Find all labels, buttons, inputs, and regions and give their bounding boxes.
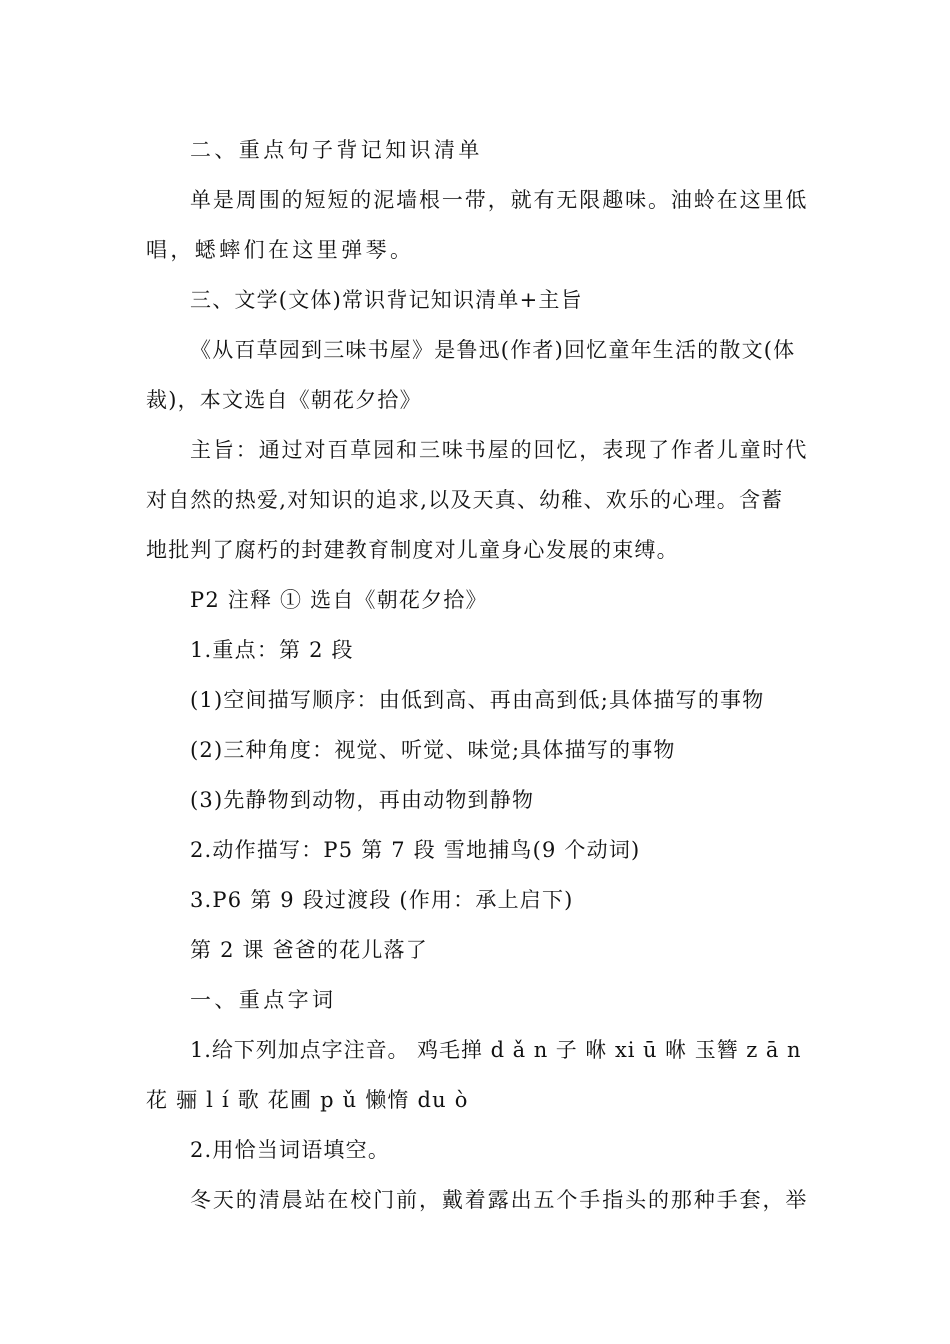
list-item: 3.P6 第 9 段过渡段 (作用：承上启下): [190, 888, 574, 912]
paragraph-line: 主旨：通过对百草园和三味书屋的回忆，表现了作者儿童时代: [190, 438, 809, 462]
paragraph-line: 唱，蟋蟀们在这里弹琴。: [146, 238, 415, 262]
exercise-line: 2.用恰当词语填空。: [190, 1138, 391, 1162]
section-heading-key-words: 一、重点字词: [190, 988, 337, 1012]
list-item: (2)三种角度：视觉、听觉、味觉;具体描写的事物: [190, 738, 676, 762]
paragraph-line: 裁)，本文选自《朝花夕拾》: [146, 388, 422, 412]
exercise-line: 1.给下列加点字注音。 鸡毛掸 d ǎ n 子 咻 xi ū 咻 玉簪 z ā n: [190, 1038, 802, 1062]
list-item: 1.重点：第 2 段: [190, 638, 354, 662]
list-item: (3)先静物到动物，再由动物到静物: [190, 788, 535, 812]
list-item: 2.动作描写：P5 第 7 段 雪地捕鸟(9 个动词): [190, 838, 641, 862]
paragraph-line: 冬天的清晨站在校门前，戴着露出五个手指头的那种手套，举: [190, 1188, 809, 1212]
exercise-line: 花 骊 l í 歌 花圃 p ǔ 懒惰 du ò: [146, 1088, 469, 1112]
lesson-title: 第 2 课 爸爸的花儿落了: [190, 938, 428, 962]
paragraph-line: 地批判了腐朽的封建教育制度对儿童身心发展的束缚。: [146, 538, 679, 562]
section-heading-literature: 三、文学(文体)常识背记知识清单+主旨: [190, 288, 583, 312]
list-item: (1)空间描写顺序：由低到高、再由高到低;具体描写的事物: [190, 688, 765, 712]
paragraph-line: 《从百草园到三味书屋》是鲁迅(作者)回忆童年生活的散文(体: [190, 338, 796, 362]
paragraph-line: 对自然的热爱,对知识的追求,以及天真、幼稚、欢乐的心理。含蓄: [146, 488, 784, 512]
paragraph-line: 单是周围的短短的泥墙根一带，就有无限趣味。油蛉在这里低: [190, 188, 809, 212]
section-heading-key-sentences: 二、重点句子背记知识清单: [190, 138, 483, 162]
annotation-line: P2 注释 ① 选自《朝花夕拾》: [190, 588, 488, 612]
